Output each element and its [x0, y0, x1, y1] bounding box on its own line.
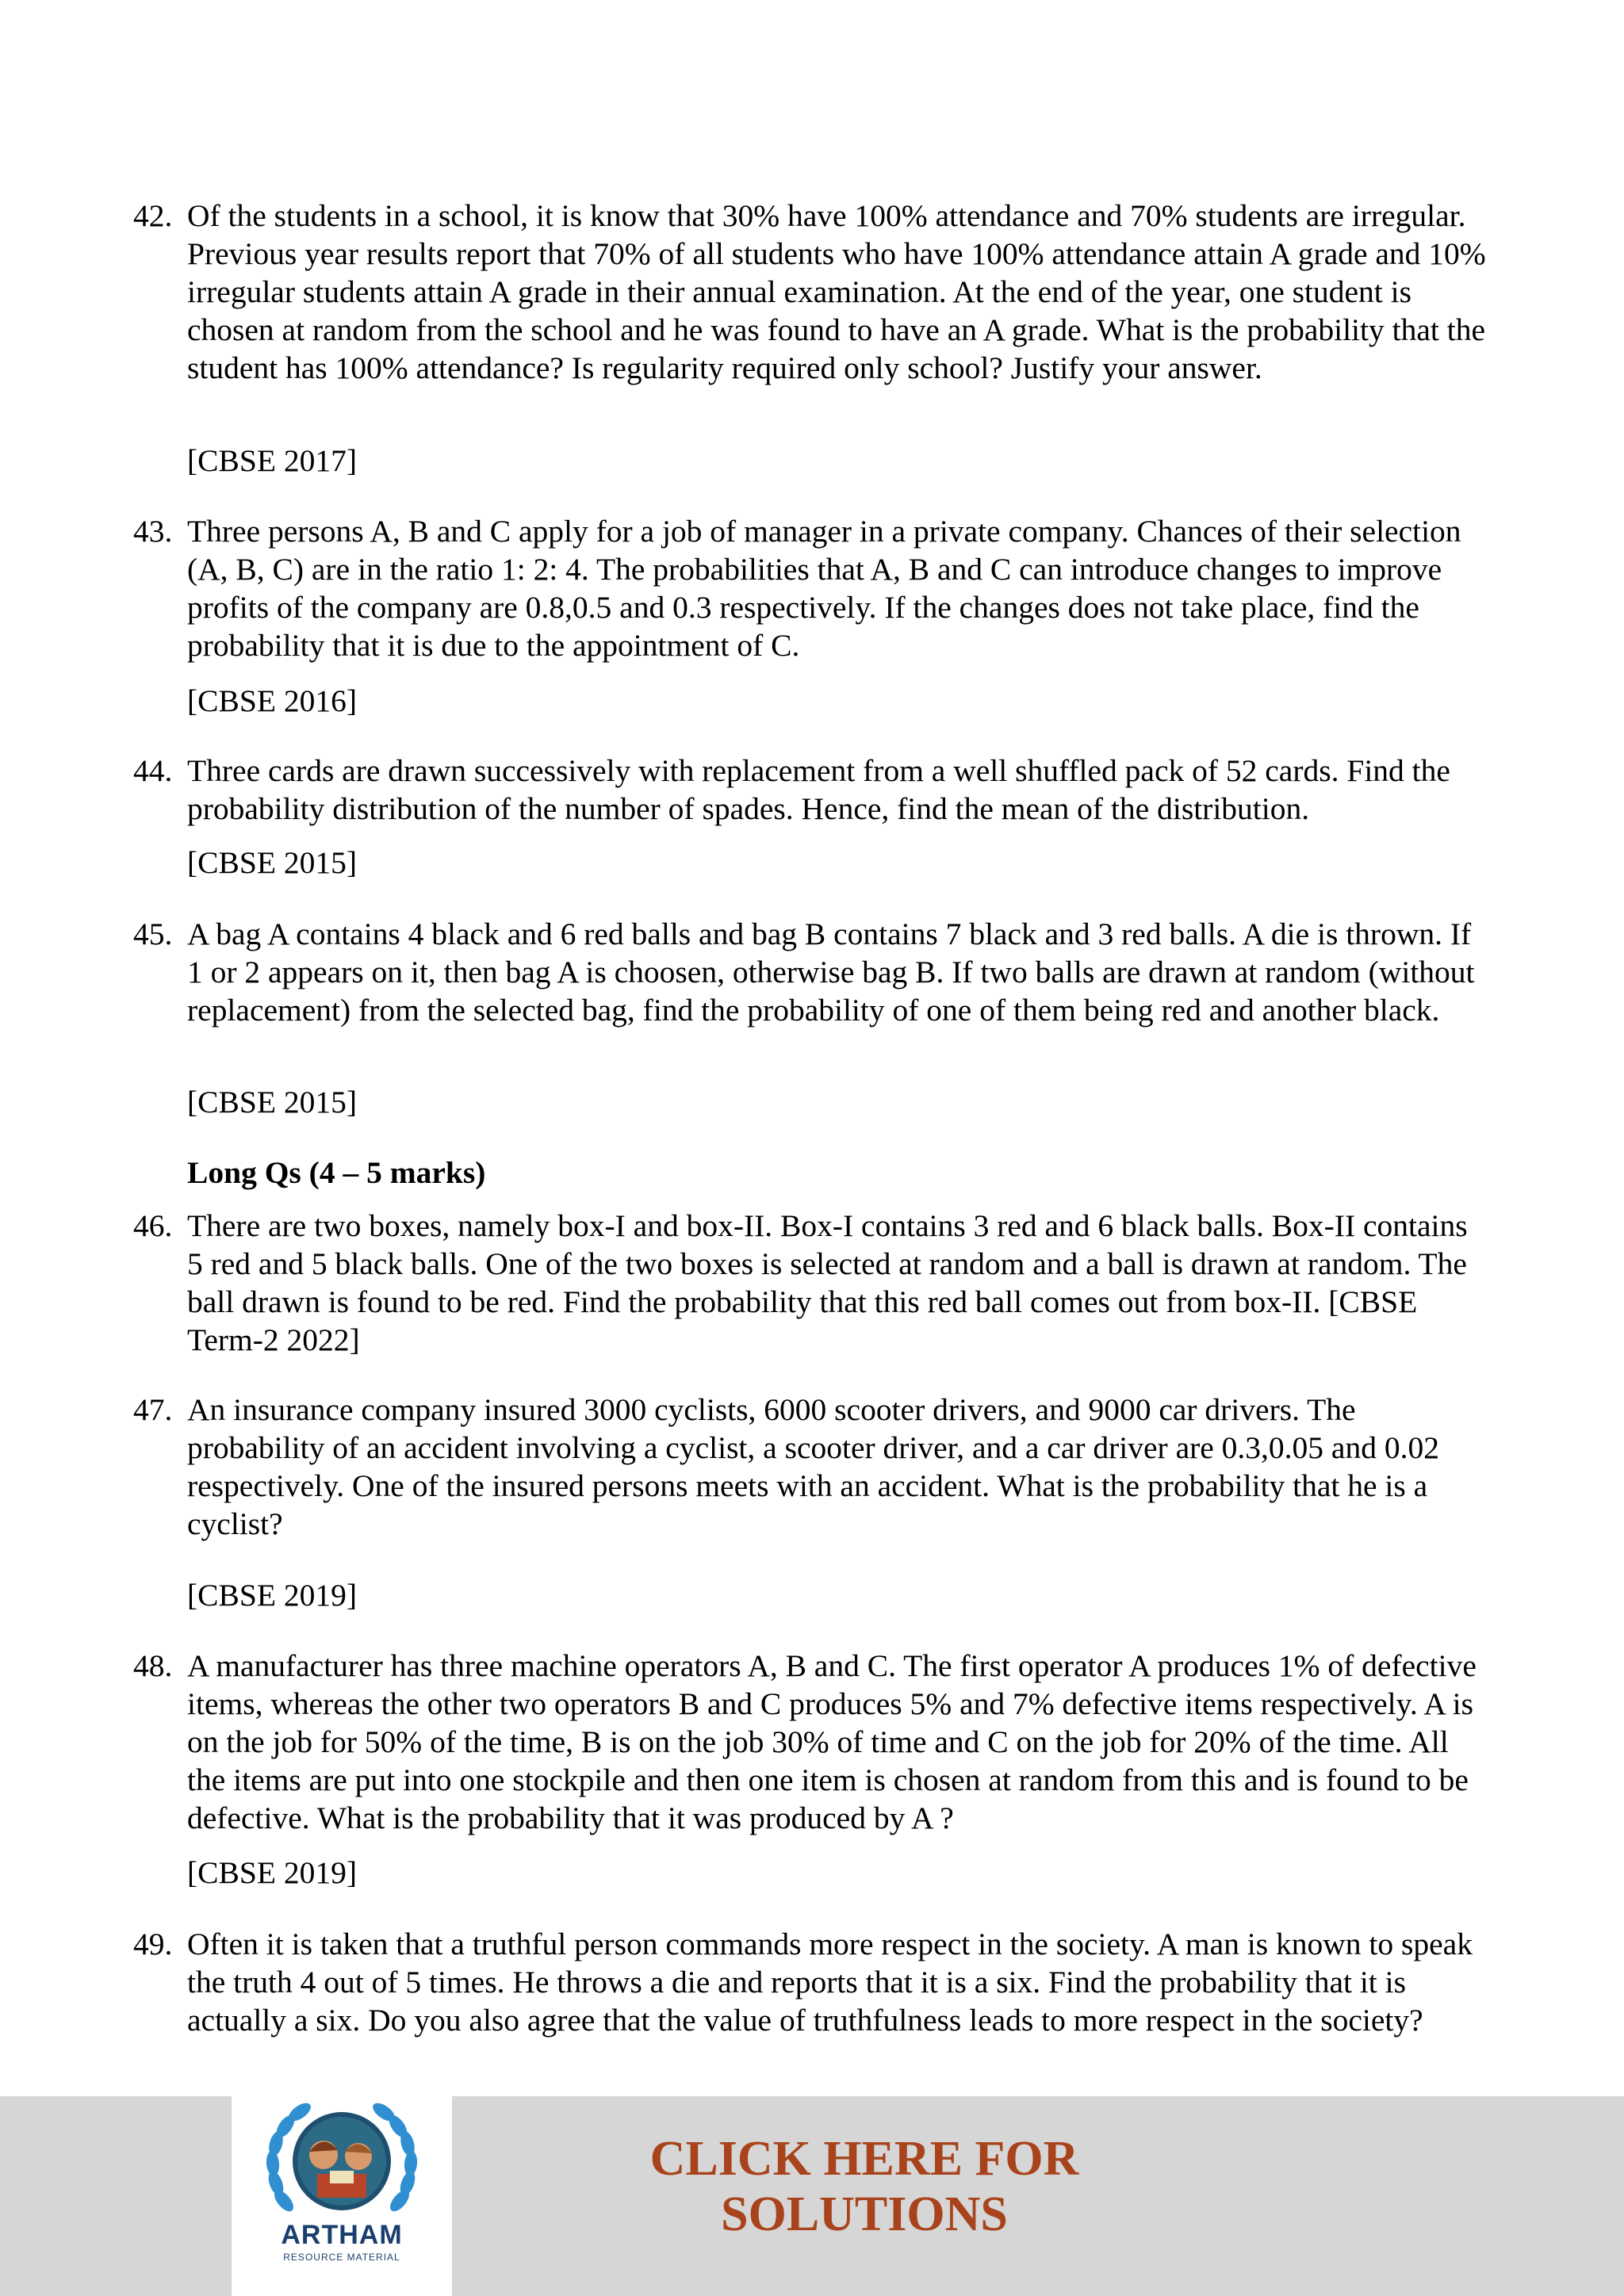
cta-line-1: CLICK HERE FOR: [649, 2132, 1079, 2186]
question-number: 45.: [133, 916, 173, 951]
question-text: Three cards are drawn successively with replacement from a well shuffled pack of 52 cards. Find the probability distribution of the number of spades. Hence, find the mean of the distribution.: [187, 753, 1450, 826]
laurel-wreath-icon: [232, 2096, 452, 2296]
question-48: [133, 1647, 1489, 1837]
question-text: A manufacturer has three machine operators A, B and C. The first operator A produces 1% of defective items, whereas the other two operators B and C produces 5% and 7% defective items respectively. A is on the job for 50% of the time, B is on the job 30% of time and C on the job for 20% of the time. All the items are put into one stockpile and then one item is chosen at random from this and is found to be defective. What is the probability that it was produced by A ?: [187, 1648, 1477, 1835]
question-reference: [CBSE 2017]: [187, 443, 357, 478]
question-number: 49.: [133, 1927, 173, 1961]
question-45: [133, 915, 1489, 1029]
question-42: [133, 197, 1489, 387]
section-heading: Long Qs (4 – 5 marks): [187, 1155, 486, 1190]
question-reference: [CBSE 2019]: [187, 1855, 357, 1890]
question-reference: [CBSE 2015]: [187, 1085, 357, 1119]
question-reference: [CBSE 2016]: [187, 683, 357, 718]
question-number: 48.: [133, 1648, 173, 1683]
question-number: 47.: [133, 1392, 173, 1427]
solutions-link[interactable]: [571, 2131, 1158, 2242]
question-number: 42.: [133, 198, 173, 233]
question-reference: [CBSE 2019]: [187, 1578, 357, 1613]
question-47: [133, 1391, 1489, 1543]
artham-logo: [232, 2096, 452, 2296]
footer-banner: [0, 2096, 1624, 2296]
question-text: A bag A contains 4 black and 6 red balls and bag B contains 7 black and 3 red balls. A die is thrown. If 1 or 2 appears on it, then bag A is choosen, otherwise bag B. If two balls are drawn at random (without replacement) from the selected bag, find the probability of one of them being red and another black.: [187, 916, 1475, 1027]
question-reference: [CBSE 2015]: [187, 845, 357, 880]
question-number: 43.: [133, 514, 173, 549]
question-text: Three persons A, B and C apply for a job of manager in a private company. Chances of their selection (A, B, C) are in the ratio 1: 2: 4. The probabilities that A, B and C can introduce changes to improve profits of the company are 0.8,0.5 and 0.3 respectively. If the changes does not take place, find the probability that it is due to the appointment of C.: [187, 514, 1461, 663]
question-text: Of the students in a school, it is know that 30% have 100% attendance and 70% students are irregular. Previous year results report that 70% of all students who have 100% attendance attain A grade and 10% irregular students attain A grade in their annual examination. At the end of the year, one student is chosen at random from the school and he was found to have an A grade. What is the probability that the student has 100% attendance? Is regularity required only school? Justify your answer.: [187, 198, 1486, 385]
logo-wordmark: ARTHAM: [281, 2220, 403, 2250]
question-46: [133, 1207, 1489, 1359]
question-number: 46.: [133, 1208, 173, 1243]
cta-line-2: SOLUTIONS: [721, 2187, 1008, 2241]
question-text: There are two boxes, namely box-I and box-II. Box-I contains 3 red and 6 black balls. Box-II contains 5 red and 5 black balls. One of the two boxes is selected at random and a ball is drawn at random. The ball drawn is found to be red. Find the probability that this red ball comes out from box-II. [CBSE Term-2 2022]: [187, 1208, 1468, 1357]
question-43: [133, 512, 1489, 664]
question-44: [133, 752, 1489, 828]
question-49: [133, 1925, 1489, 2039]
question-text: Often it is taken that a truthful person commands more respect in the society. A man is known to speak the truth 4 out of 5 times. He throws a die and reports that it is a six. Find the probability that it is actually a six. Do you also agree that the value of truthfulness leads to more respect in the society?: [187, 1927, 1473, 2038]
logo-tagline: RESOURCE MATERIAL: [283, 2252, 400, 2263]
question-number: 44.: [133, 753, 173, 788]
question-text: An insurance company insured 3000 cyclists, 6000 scooter drivers, and 9000 car drivers. The probability of an accident involving a cyclist, a scooter driver, and a car driver are 0.3,0.05 and 0.02 respectively. One of the insured persons meets with an accident. What is the probability that he is a cyclist?: [187, 1392, 1439, 1541]
